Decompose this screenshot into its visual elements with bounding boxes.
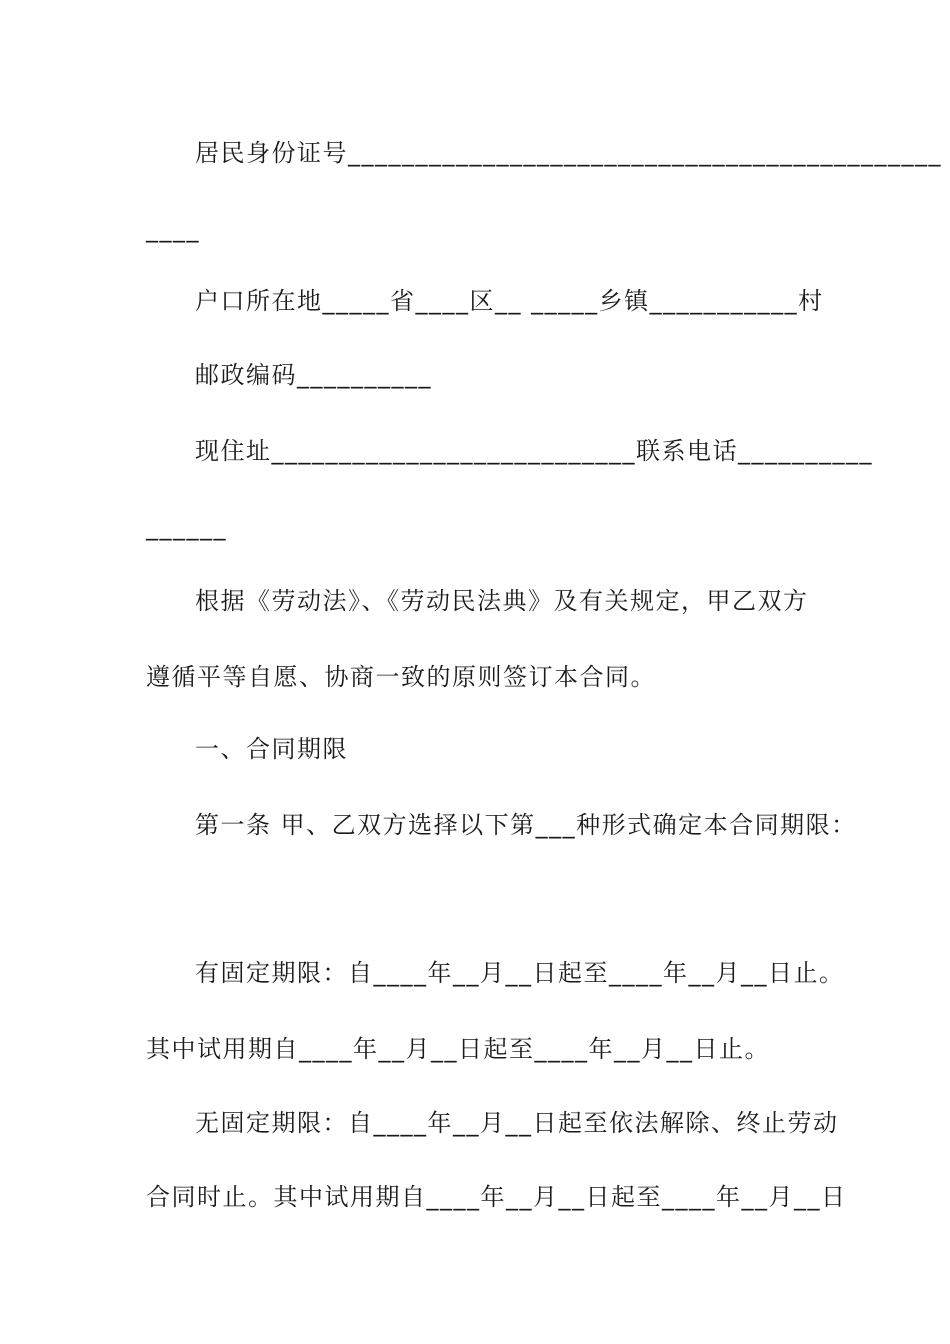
- address-phone-line: 现住址___________________________联系电话__________: [195, 437, 873, 465]
- postal-code-line: 邮政编码__________: [195, 361, 432, 389]
- open-term-line-2: 合同时止。其中试用期自____年__月__日起至____年__月__日: [146, 1183, 847, 1211]
- household-registration-line: 户口所在地_____省____区__ _____乡镇___________村: [195, 287, 824, 315]
- id-number-continuation: ____: [146, 215, 200, 243]
- fixed-term-line-1: 有固定期限：自____年__月__日起至____年__月__日止。: [195, 959, 845, 987]
- section-heading-contract-term: 一、合同期限: [195, 735, 348, 763]
- legal-basis-paragraph-line-1: 根据《劳动法》、《劳动民法典》及有关规定，甲乙双方: [195, 587, 809, 615]
- article-1-line: 第一条 甲、乙双方选择以下第___种形式确定本合同期限：: [195, 811, 857, 839]
- id-number-line: 居民身份证号____________________________________________: [195, 139, 942, 167]
- legal-basis-paragraph-line-2: 遵循平等自愿、协商一致的原则签订本合同。: [146, 663, 656, 691]
- open-term-line-1: 无固定期限：自____年__月__日起至依法解除、终止劳动: [195, 1109, 839, 1137]
- address-phone-continuation: ______: [146, 513, 227, 541]
- fixed-term-line-2: 其中试用期自____年__月__日起至____年__月__日止。: [146, 1035, 770, 1063]
